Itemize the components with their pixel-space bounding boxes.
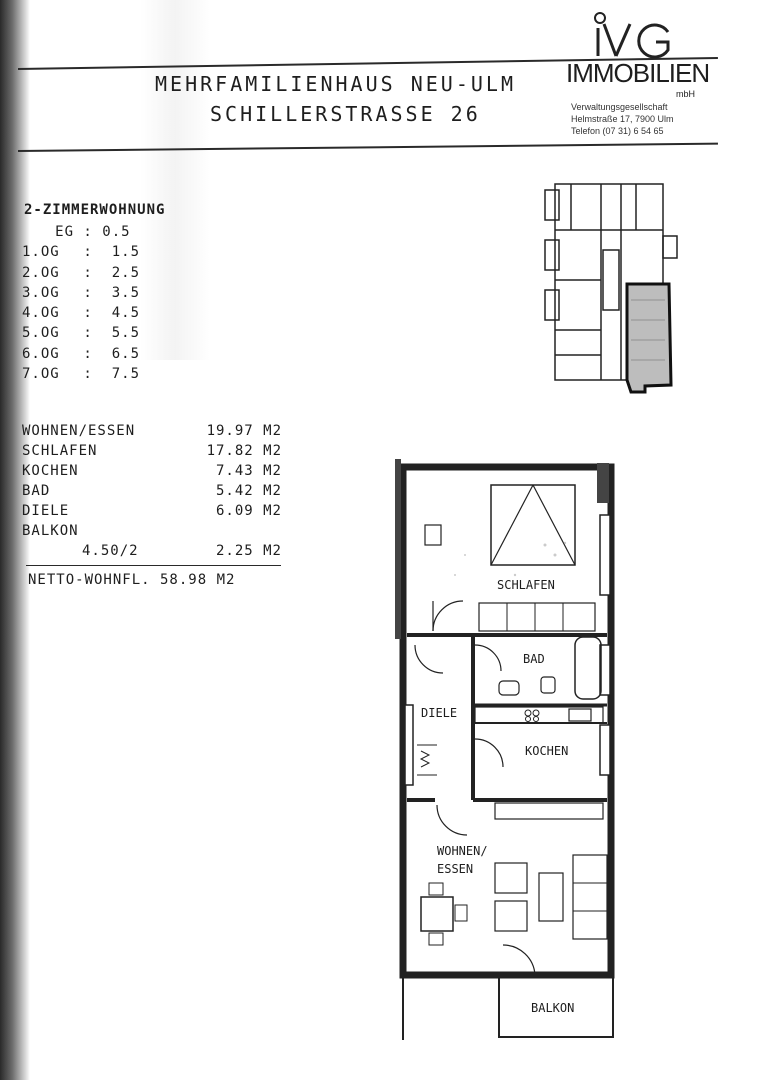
key-plan-diagram: [541, 180, 681, 398]
logo-address-line: Verwaltungsgesellschaft: [571, 102, 668, 112]
logo-wordmark: IMMOBILIEN: [566, 58, 710, 88]
floor-row: 2.OG : 2.5: [22, 264, 141, 281]
area-row: KOCHEN 7.43 M2: [22, 463, 282, 479]
floor-row: 4.OG : 4.5: [22, 305, 141, 322]
floor-row: EG : 0.5: [55, 224, 131, 240]
room-label-diele: DIELE: [421, 706, 458, 720]
floor-row: 1.OG : 1.5: [22, 244, 141, 261]
logo-address-line: Helmstraße 17, 7900 Ulm: [571, 114, 674, 124]
area-row: WOHNEN/ESSEN 19.97 M2: [22, 423, 282, 439]
room-label-kochen: KOCHEN: [525, 744, 569, 758]
area-row: BALKON: [22, 523, 79, 539]
floor-row: 7.OG : 7.5: [22, 366, 141, 383]
netto-area: NETTO-WOHNFL. 58.98 M2: [28, 572, 236, 588]
room-label-wohnen: WOHNEN/: [437, 844, 488, 858]
unit-heading: 2-ZIMMERWOHNUNG: [24, 202, 166, 218]
floor-list: [22, 222, 140, 384]
document-title: MEHRFAMILIENHAUS NEU-ULM: [155, 72, 516, 96]
netto-rule: [26, 565, 281, 566]
floor-row: 5.OG : 5.5: [22, 325, 141, 342]
logo-address-line: Telefon (07 31) 6 54 65: [571, 126, 664, 136]
area-row: DIELE 6.09 M2: [22, 503, 282, 519]
floor-row: 6.OG : 6.5: [22, 345, 141, 362]
area-table: [22, 421, 282, 561]
logo-suffix: mbH: [676, 89, 696, 99]
floor-plan-diagram: [395, 455, 635, 1045]
area-row: 4.50/2 2.25 M2: [82, 543, 282, 559]
room-label-essen: ESSEN: [437, 862, 474, 876]
header-rule-bottom: [18, 143, 718, 152]
area-row: SCHLAFEN 17.82 M2: [22, 443, 282, 459]
document-subtitle: SCHILLERSTRASSE 26: [210, 102, 481, 126]
scan-smudge: [140, 0, 210, 360]
area-row: BAD 5.42 M2: [22, 483, 282, 499]
ivg-logo-mark: [590, 10, 680, 60]
floor-row: 3.OG : 3.5: [22, 284, 141, 301]
room-label-bad: BAD: [523, 652, 545, 666]
room-label-schlafen: SCHLAFEN: [497, 578, 555, 592]
room-label-balkon: BALKON: [531, 1001, 575, 1015]
